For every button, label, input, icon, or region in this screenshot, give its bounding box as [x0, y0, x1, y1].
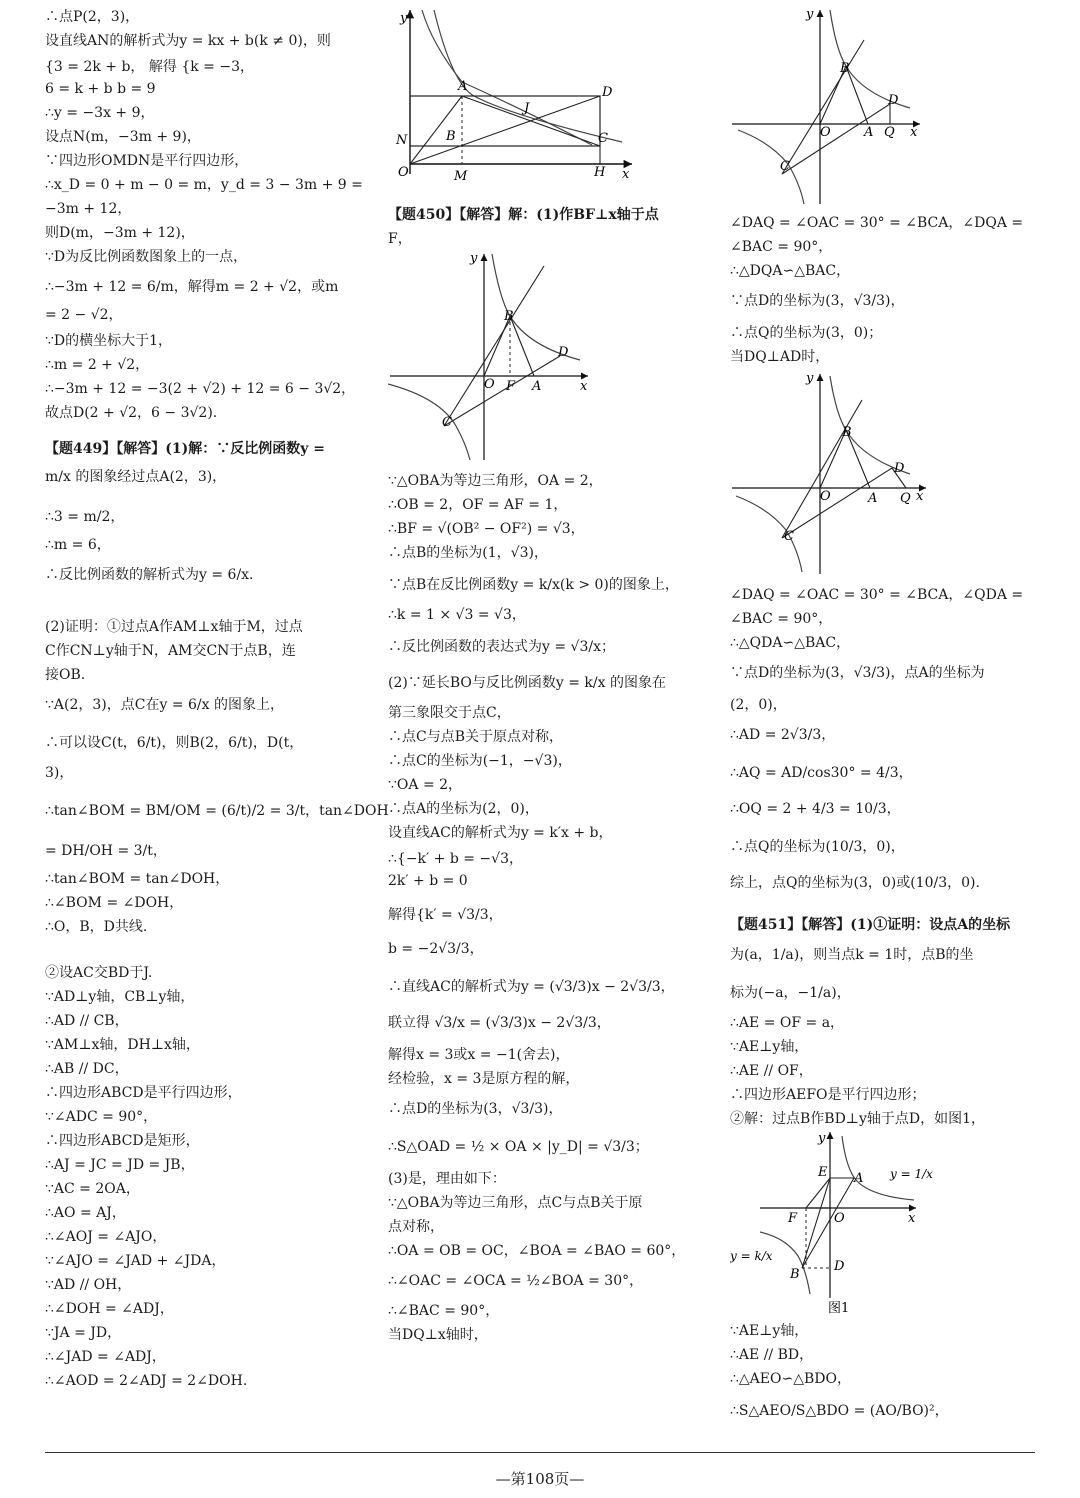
column3-line: ∴△QDA∽△BAC， — [730, 635, 851, 651]
fig450b-label-o: O — [820, 125, 831, 140]
column3-line: ∴S△AEO/S△BDO = (AO/BO)²， — [730, 1403, 949, 1419]
fig450c-label-o: O — [820, 489, 831, 504]
column1-line: ∴反比例函数的解析式为y = 6/x. — [45, 567, 254, 583]
column3-line: ∠BAC = 90°， — [730, 611, 833, 627]
column1-line: 3)， — [45, 765, 74, 781]
fig450b-label-q: Q — [884, 125, 895, 140]
column2-line: 点对称， — [388, 1219, 444, 1235]
column3-line: ∴点Q的坐标为(10/3，0)， — [730, 839, 905, 855]
column3-line: 当DQ⊥AD时， — [730, 349, 830, 365]
fig450-label-d: D — [558, 345, 569, 360]
column2-line: ∴点A的坐标为(2，0)， — [388, 801, 539, 817]
column2-line: ∴点D的坐标为(3，√3/3)， — [388, 1101, 563, 1117]
column1-line: ∴AD // CB， — [45, 1013, 129, 1029]
column2-line: ∴∠OAC = ∠OCA = ½∠BOA = 30°， — [388, 1273, 644, 1289]
fig449-label-o: O — [398, 165, 409, 180]
fig450c-label-b: B — [842, 425, 852, 440]
column2-line: ∵△OBA为等边三角形，点C与点B关于原 — [388, 1195, 643, 1211]
column2-line: ∴BF = √(OB² − OF²) = √3， — [388, 521, 585, 537]
column3-line: 综上，点Q的坐标为(3，0)或(10/3，0). — [730, 875, 980, 891]
column3-line: ∴AE // BD， — [730, 1347, 814, 1363]
column2-line: 解得x = 3或x = −1(舍去)， — [388, 1047, 570, 1063]
column2-line: 【题450】【解答】解：(1)作BF⊥x轴于点 — [388, 207, 659, 223]
column3-line: 为(a，1/a)，则当点k = 1时，点B的坐 — [730, 947, 974, 963]
fig451-label-e: E — [818, 1165, 828, 1180]
column1-line: 设点N(m，−3m + 9)， — [45, 129, 201, 145]
fig451-label-f: F — [788, 1211, 798, 1226]
column1-line: ∴O，B，D共线. — [45, 919, 148, 935]
fig449-label-d: D — [602, 85, 613, 100]
column3-line: ∴△DQA∽△BAC， — [730, 263, 851, 279]
column1-line: ∴−3m + 12 = −3(2 + √2) + 12 = 6 − 3√2， — [45, 381, 356, 397]
column3-line: ②解：过点B作BD⊥y轴于点D，如图1， — [730, 1111, 986, 1127]
column1-line: ∴∠JAD = ∠ADJ， — [45, 1349, 166, 1365]
fig449-label-j: J — [524, 101, 530, 116]
fig450-label-f: F — [506, 379, 516, 394]
fig451-label-a: A — [854, 1171, 864, 1186]
column1-line: ∵AM⊥x轴，DH⊥x轴， — [45, 1037, 200, 1053]
column2-line: 解得{k′ = √3/3， — [388, 907, 503, 923]
fig450c-label-q: Q — [900, 491, 911, 506]
fig449-label-c: C — [598, 131, 608, 146]
column1-line: 设直线AN的解析式为y = kx + b(k ≠ 0)，则 — [45, 33, 331, 49]
column1-line: C作CN⊥y轴于N，AM交CN于点B，连 — [45, 643, 296, 659]
column1-line: 接OB. — [45, 667, 86, 683]
column2-line: ∴OB = 2，OF = AF = 1， — [388, 497, 568, 513]
figure-450 — [388, 250, 598, 462]
fig449-label-n: N — [396, 133, 408, 148]
column1-line: 【题449】【解答】(1)解：∵反比例函数y = — [45, 441, 325, 457]
column2-line: 设直线AC的解析式为y = k′x + b， — [388, 825, 613, 841]
column2-line: ∵OA = 2， — [388, 777, 463, 793]
column2-line: ∴直线AC的解析式为y = (√3/3)x − 2√3/3， — [388, 979, 675, 995]
column1-line: 则D(m，−3m + 12)， — [45, 225, 195, 241]
fig450-label-o: O — [484, 377, 495, 392]
fig450b-label-y: y — [806, 7, 814, 22]
column2-line: ∴点B的坐标为(1，√3)， — [388, 545, 548, 561]
column1-line: ∴点P(2，3)， — [45, 9, 140, 25]
column2-line: 当DQ⊥x轴时， — [388, 1327, 488, 1343]
column1-line: {3 = 2k + b， 解得 {k = −3， — [45, 59, 254, 75]
column2-line: ∴OA = OB = OC，∠BOA = ∠BAO = 60°， — [388, 1243, 686, 1259]
fig450b-label-d: D — [888, 93, 899, 108]
column1-line: m/x 的图象经过点A(2，3)， — [45, 469, 227, 485]
fig451-curve-label-2: y = k/x — [730, 1249, 773, 1263]
column1-line: ∴AO = AJ， — [45, 1205, 126, 1221]
fig450-label-x: x — [580, 379, 588, 394]
column1-line: ∴∠AOJ = ∠AJO， — [45, 1229, 167, 1245]
column2-line: ∴反比例函数的表达式为y = √3/x； — [388, 639, 615, 655]
column1-line: ∴∠DOH = ∠ADJ， — [45, 1301, 174, 1317]
column1-line: ∴∠BOM = ∠DOH， — [45, 895, 184, 911]
fig450c-label-c: C — [784, 529, 794, 544]
column3-line: ∴四边形AEFO是平行四边形； — [730, 1087, 926, 1103]
fig450b-label-a: A — [864, 125, 874, 140]
column1-line: 故点D(2 + √2，6 − 3√2). — [45, 405, 218, 421]
fig449-label-h: H — [594, 165, 606, 180]
column2-line: F， — [388, 231, 412, 247]
column1-line: ∵四边形OMDN是平行四边形， — [45, 153, 249, 169]
fig450-label-b: B — [504, 309, 514, 324]
column1-line: 6 = k + b b = 9 — [45, 81, 156, 97]
column2-line: (2)∵延长BO与反比例函数y = k/x 的图象在 — [388, 675, 666, 691]
column1-line: ②设AC交BD于J. — [45, 965, 153, 981]
fig451-label-y: y — [818, 1131, 826, 1146]
column1-line: ∵JA = JD， — [45, 1325, 122, 1341]
column2-line: ∵点B在反比例函数y = k/x(k > 0)的图象上， — [388, 577, 679, 593]
figure-451 — [730, 1128, 940, 1318]
column3-line: ∠DAQ = ∠OAC = 30° = ∠BCA，∠DQA = — [730, 215, 1024, 231]
column1-line: ∴m = 6， — [45, 537, 111, 553]
column2-line: ∴S△OAD = ½ × OA × |y_D| = √3/3； — [388, 1139, 649, 1155]
column1-line: ∴x_D = 0 + m − 0 = m，y_d = 3 − 3m + 9 = — [45, 177, 363, 193]
fig450-label-a: A — [532, 379, 542, 394]
figure-450-case2 — [730, 370, 930, 576]
column3-line: ∠BAC = 90°， — [730, 239, 833, 255]
column2-line: b = −2√3/3， — [388, 941, 484, 957]
column1-line: ∴AB // DC， — [45, 1061, 129, 1077]
fig450c-label-x: x — [916, 489, 924, 504]
column3-line: ∴AE // OF， — [730, 1063, 813, 1079]
column1-line: ∴y = −3x + 9， — [45, 105, 155, 121]
column3-line: ∴△AEO∽△BDO， — [730, 1371, 851, 1387]
fig451-curve-label-1: y = 1/x — [890, 1167, 933, 1181]
column1-line: ∵AD⊥y轴，CB⊥y轴， — [45, 989, 195, 1005]
column1-line: = DH/OH = 3/t， — [45, 843, 167, 859]
column1-line: ∴AJ = JC = JD = JB， — [45, 1157, 195, 1173]
column3-line: ∵AE⊥y轴， — [730, 1039, 809, 1055]
column1-line: (2)证明：①过点A作AM⊥x轴于M，过点 — [45, 619, 303, 635]
column1-line: ∴四边形ABCD是平行四边形， — [45, 1085, 242, 1101]
column3-line: ∵AE⊥y轴， — [730, 1323, 809, 1339]
column1-line: ∴可以设C(t，6/t)，则B(2，6/t)，D(t， — [45, 735, 304, 751]
column1-line: ∵D为反比例函数图象上的一点， — [45, 249, 248, 265]
column3-line: ∴OQ = 2 + 4/3 = 10/3， — [730, 801, 901, 817]
column3-line: (2，0)， — [730, 697, 787, 713]
column1-line: ∴3 = m/2， — [45, 509, 125, 525]
column3-line: ∵点D的坐标为(3，√3/3)，点A的坐标为 — [730, 665, 985, 681]
column3-line: 【题451】【解答】(1)①证明：设点A的坐标 — [730, 917, 1011, 933]
column2-line: ∴{−k′ + b = −√3， — [388, 851, 523, 867]
column3-line: ∴AQ = AD/cos30° = 4/3， — [730, 765, 913, 781]
column1-line: −3m + 12， — [45, 201, 132, 217]
fig451-label-d: D — [834, 1259, 845, 1274]
fig450-label-y: y — [470, 251, 478, 266]
fig450c-label-d: D — [894, 461, 905, 476]
column2-line: ∴k = 1 × √3 = √3， — [388, 607, 526, 623]
column3-line: ∴AD = 2√3/3， — [730, 727, 836, 743]
fig450c-label-a: A — [868, 491, 878, 506]
column3-line: ∵点D的坐标为(3，√3/3)， — [730, 293, 905, 309]
column2-line: ∵△OBA为等边三角形，OA = 2， — [388, 473, 603, 489]
column1-line: ∵∠AJO = ∠JAD + ∠JDA， — [45, 1253, 226, 1269]
column1-line: ∵∠ADC = 90°， — [45, 1109, 158, 1125]
column1-line: ∵AC = 2OA， — [45, 1181, 140, 1197]
column1-line: ∴−3m + 12 = 6/m，解得m = 2 + √2，或m — [45, 279, 339, 295]
page-number: —第108页— — [495, 1470, 585, 1488]
fig449-label-x: x — [622, 167, 630, 182]
fig451-label-x: x — [908, 1211, 916, 1226]
fig449-label-m: M — [454, 169, 468, 182]
column1-line: = 2 − √2， — [45, 307, 123, 323]
column3-line: 标为(−a，−1/a)， — [730, 985, 851, 1001]
fig450b-label-x: x — [910, 125, 918, 140]
column2-line: (3)是，理由如下： — [388, 1171, 506, 1187]
fig449-label-b: B — [446, 129, 456, 144]
column2-line: 2k′ + b = 0 — [388, 873, 468, 889]
fig450c-label-y: y — [806, 371, 814, 386]
column1-line: ∴∠AOD = 2∠ADJ = 2∠DOH. — [45, 1373, 248, 1389]
column3-line: ∠DAQ = ∠OAC = 30° = ∠BCA，∠QDA = — [730, 587, 1024, 603]
column1-line: ∴m = 2 + √2， — [45, 357, 150, 373]
column3-line: ∴点Q的坐标为(3，0)； — [730, 325, 883, 341]
fig450-label-c: C — [442, 415, 452, 430]
column1-line: ∵D的横坐标大于1， — [45, 333, 173, 349]
figure-450-case1 — [730, 4, 930, 208]
fig451-label-o: O — [834, 1211, 845, 1226]
column2-line: ∴∠BAC = 90°， — [388, 1303, 500, 1319]
column1-line: ∵A(2，3)，点C在y = 6/x 的图象上， — [45, 697, 284, 713]
fig449-label-y: y — [400, 11, 408, 26]
fig451-caption: 图1 — [828, 1301, 850, 1316]
column1-line: ∴tan∠BOM = tan∠DOH， — [45, 871, 230, 887]
column2-line: 第三象限交于点C， — [388, 705, 511, 721]
column1-line: ∵AD // OH， — [45, 1277, 132, 1293]
footer-rule — [45, 1452, 1035, 1453]
column2-line: ∴点C的坐标为(−1，−√3)， — [388, 753, 572, 769]
column1-line: ∴tan∠BOM = BM/OM = (6/t)/2 = 3/t，tan∠DOH — [45, 803, 389, 819]
column1-line: ∴四边形ABCD是矩形， — [45, 1133, 200, 1149]
column2-line: 经检验，x = 3是原方程的解， — [388, 1071, 580, 1087]
fig450b-label-b: B — [840, 61, 850, 76]
figure-449 — [392, 4, 642, 182]
column2-line: 联立得 √3/x = (√3/3)x − 2√3/3， — [388, 1015, 611, 1031]
fig449-label-a: A — [458, 79, 468, 94]
fig450b-label-c: C — [780, 159, 790, 174]
fig451-label-b: B — [790, 1267, 800, 1282]
column3-line: ∴AE = OF = a， — [730, 1015, 845, 1031]
column2-line: ∴点C与点B关于原点对称， — [388, 729, 563, 745]
